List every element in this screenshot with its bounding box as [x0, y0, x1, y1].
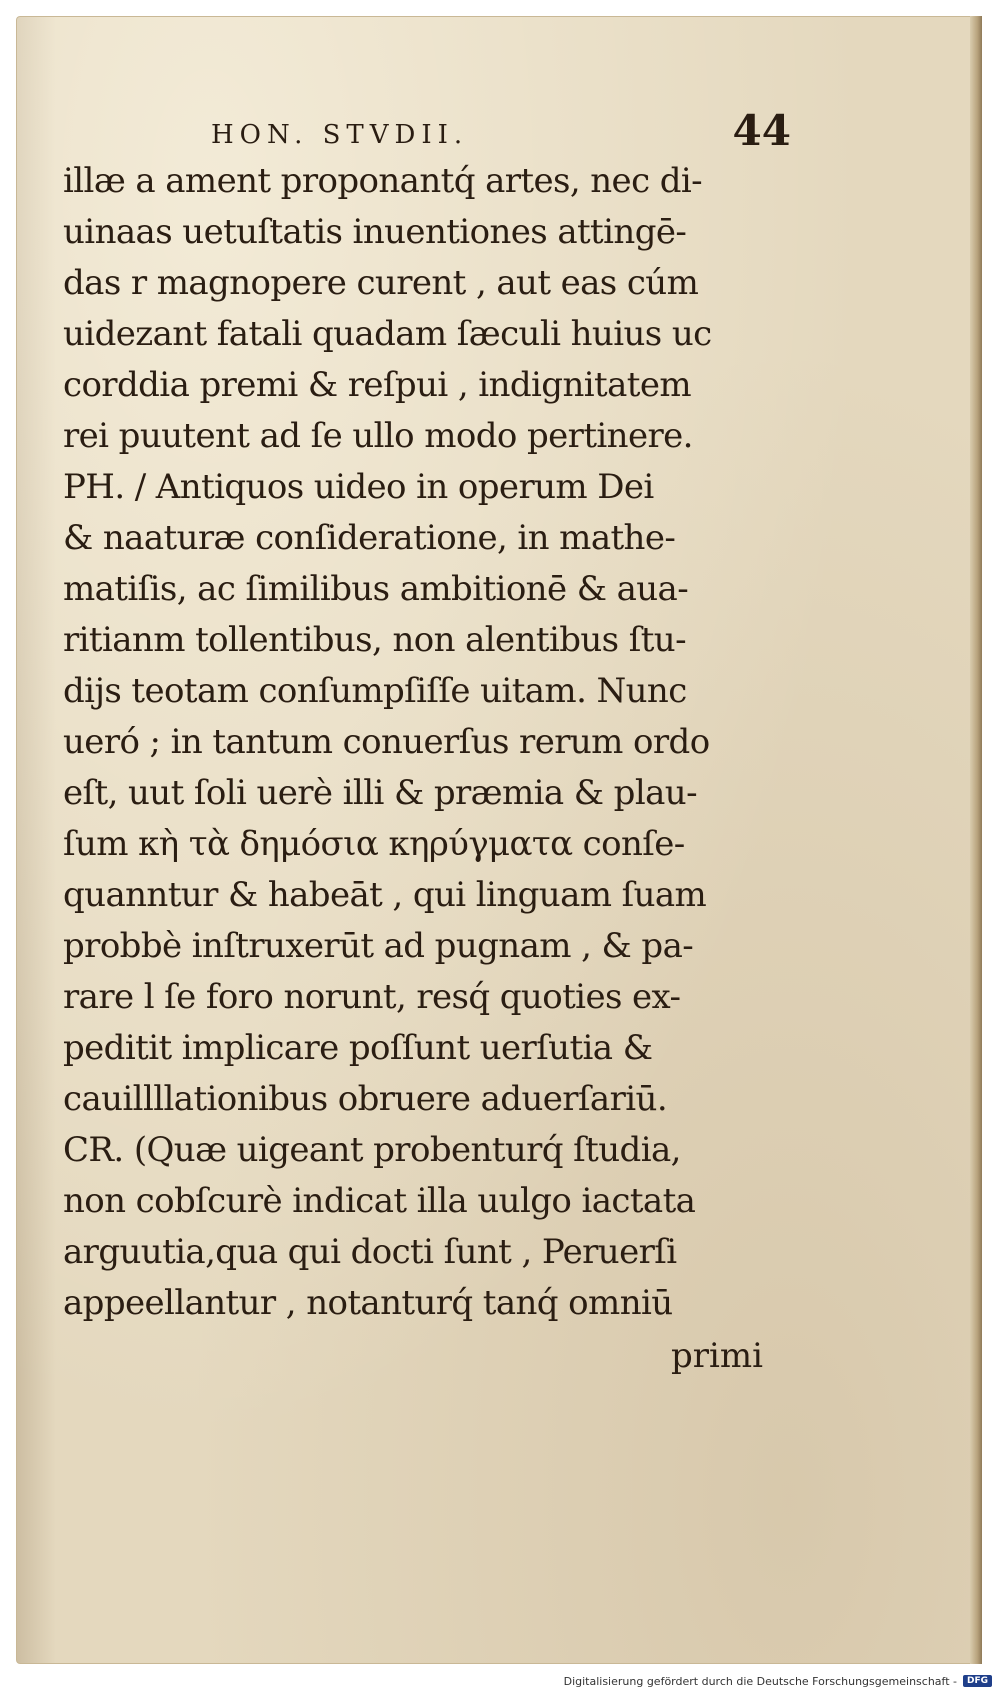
- text-line: dijs teotam conſumpſiſſe uitam. Nunc: [63, 671, 687, 711]
- page-number: 44: [732, 106, 791, 155]
- text-line: matiſis, ac ſimilibus ambitionē & aua-: [63, 569, 689, 609]
- text-line: ueró ; in tantum conuerſus rerum ordo: [63, 722, 710, 762]
- running-head: HON. STVDII.: [211, 120, 469, 150]
- text-line: arguutia,qua qui docti ſunt , Peruerſi: [63, 1232, 677, 1272]
- text-line: non cobſcurè indicat illa uulgo iactata: [63, 1181, 696, 1221]
- book-page: [16, 16, 982, 1664]
- catchword: primi: [671, 1336, 764, 1376]
- text-line: corddia premi & reſpui , indignitatem: [63, 365, 692, 405]
- text-line: CR. (Quæ uigeant probenturq́ ſtudia,: [63, 1130, 681, 1170]
- text-line: uidezant fatali quadam ſæculi huius uc: [63, 314, 712, 354]
- text-line: cauillllationibus obruere aduerſariū.: [63, 1079, 668, 1119]
- page-edge: [970, 16, 982, 1664]
- text-line: eſt, uut ſoli uerè illi & præmia & plau-: [63, 773, 697, 813]
- text-line: peditit implicare poſſunt uerſutia &: [63, 1028, 653, 1068]
- digitization-credit: [564, 1671, 992, 1691]
- text-line: probbè inſtruxerūt ad pugnam , & pa-: [63, 926, 694, 966]
- credit-text: Digitalisierung gefördert durch die Deutsche Forschungsgemeinschaft -: [563, 1674, 957, 1688]
- text-line: PH. / Antiquos uideo in operum Dei: [63, 467, 654, 507]
- text-line: & naaturæ conſideratione, in mathe-: [63, 518, 676, 558]
- text-line: das r magnopere curent , aut eas cúm: [63, 263, 699, 303]
- dfg-logo: DFG: [963, 1675, 992, 1687]
- text-line: rare l ſe foro norunt, resq́ quoties ex-: [63, 977, 681, 1017]
- text-line: uinaas uetuſtatis inuentiones attingē-: [63, 212, 687, 252]
- text-line: appeellantur , notanturq́ tanq́ omniū: [63, 1283, 673, 1323]
- text-block: [63, 156, 793, 1329]
- text-line: ſum κὴ τὰ δημόσια κηρύγματα conſe-: [63, 824, 685, 864]
- text-line: quanntur & habeāt , qui linguam ſuam: [63, 875, 707, 915]
- text-line: illæ a ament proponantq́ artes, nec di-: [63, 161, 703, 201]
- text-line: ritianm tollentibus, non alentibus ſtu-: [63, 620, 686, 660]
- page-header: [211, 106, 791, 162]
- text-line: rei puutent ad ſe ullo modo pertinere.: [63, 416, 693, 456]
